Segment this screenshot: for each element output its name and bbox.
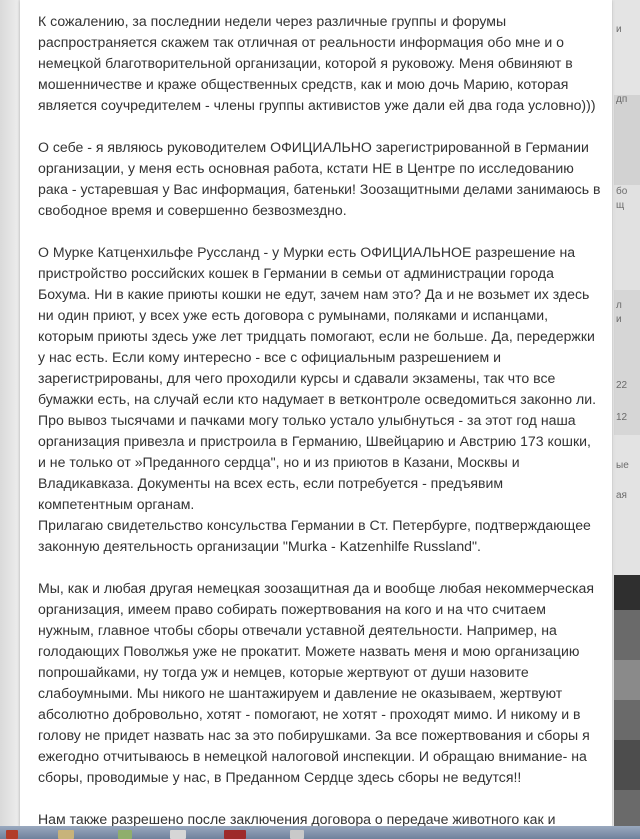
browser-icon[interactable] [170, 830, 186, 839]
background-page-left [0, 0, 18, 826]
post-paragraph-contract: Нам также разрешено после заключения договора о передаче животного как и [38, 811, 556, 826]
side-text-fragment: и [616, 314, 622, 325]
side-text-fragment: 12 [616, 412, 628, 423]
side-text-fragment: бо [616, 186, 628, 197]
folder-icon[interactable] [58, 830, 74, 839]
side-text-fragment: л [616, 300, 622, 311]
post-paragraph-about: О себе - я являюсь руководителем ОФИЦИАЛЬНО зарегистрированной в Германии организации, у меня есть основная работа, кстати НЕ в Центре по исследованию рака - устаревшая у Вас информация, батеньки! Зоозащитными делами занимаюсь в свободное время и совершенно безвозмездно. [38, 139, 601, 218]
post-paragraph-certificate: Прилагаю свидетельство консульства Германии в Ст. Петербурге, подтверждающее законную деятельность организации "Murka - Katzenhilfe Russland". [38, 517, 591, 554]
side-text-fragment: щ [616, 200, 625, 211]
app-icon-2[interactable] [290, 830, 304, 839]
side-text-fragment: дп [616, 94, 628, 105]
taskbar [0, 826, 640, 839]
background-page-right [614, 0, 640, 826]
media-icon[interactable] [118, 830, 132, 839]
start-orb-icon[interactable] [6, 830, 18, 839]
side-text-fragment: ая [616, 490, 627, 501]
side-text-fragment: 22 [616, 380, 628, 391]
app-icon[interactable] [224, 830, 246, 839]
post-paragraph-murka: О Мурке Катценхильфе Руссланд - у Мурки есть ОФИЦИАЛЬНОЕ разрешение на пристройство российских кошек в Германии в семьи от администрации города Бохума. Ни в какие приюты кошки не едут, зачем нам это? Да и не возьмет их здесь ни один приют, у всех уже есть договора с румынами, поляками и испанцами, которым приюты здесь уже лет тридцать помогают, если не больше. Да, передержки у нас есть. Если кому интересно - все с официальным разрешением и зарегистрированы, для чего проходили курсы и сдавали экзамены, так что все бумажки есть, на случай если кто надумает в ветконтроле осведомиться законно ли. Про вывоз тысячами и пачками могу только устало улыбнуться - за этот год наша организация привезла и пристроила в Германию, Швейцарию и Австрию 173 кошки, и не только от »Преданного сердца", но и из приютов в Казани, Москвы и Владикавказа. Документы на всех есть, если потребуется - предъявим компетентным органам. [38, 244, 597, 512]
post-paragraph-donations: Мы, как и любая другая немецкая зоозащитная да и вообще любая некоммерческая организация, имеем право собирать пожертвования на кого и на что считаем нужным, главное чтобы сборы отвечали уставной деятельности. Например, на голодающих Поволжья уже не прокатит. Можете назвать меня и мою организацию попрошайками, ну тогда уж и немцев, которые жертвуют от души назовите слабоумными. Мы никого не шантажируем и давление не оказываем, жертвуют абсолютно добровольно, хотят - помогают, не хотят - проходят мимо. И никому и в голову не придет назвать нас за это побирушками. За все пожертвования и сборы я ежегодно отчитываюсь в немецкой налоговой инспекции. И обращаю внимание- на сборы, проводимые у нас, в Преданном Сердце здесь сборы не ведутся!! [38, 580, 594, 785]
side-text-fragment: и [616, 24, 622, 35]
post-paragraph-intro: К сожалению, за последнии недели через различные группы и форумы распространяется скажем так отличная от реальности информация обо мне и о немецкой благотворительной организации, которой я руковожу. Меня обвиняют в мошенничестве и краже общественных средств, как и мою дочь Марию, которая является соучредителем - члены группы активистов уже дали ей два года условно))) [38, 13, 596, 113]
side-text-fragment: ые [616, 460, 629, 471]
post-body [38, 11, 608, 826]
post-popup [20, 0, 612, 826]
